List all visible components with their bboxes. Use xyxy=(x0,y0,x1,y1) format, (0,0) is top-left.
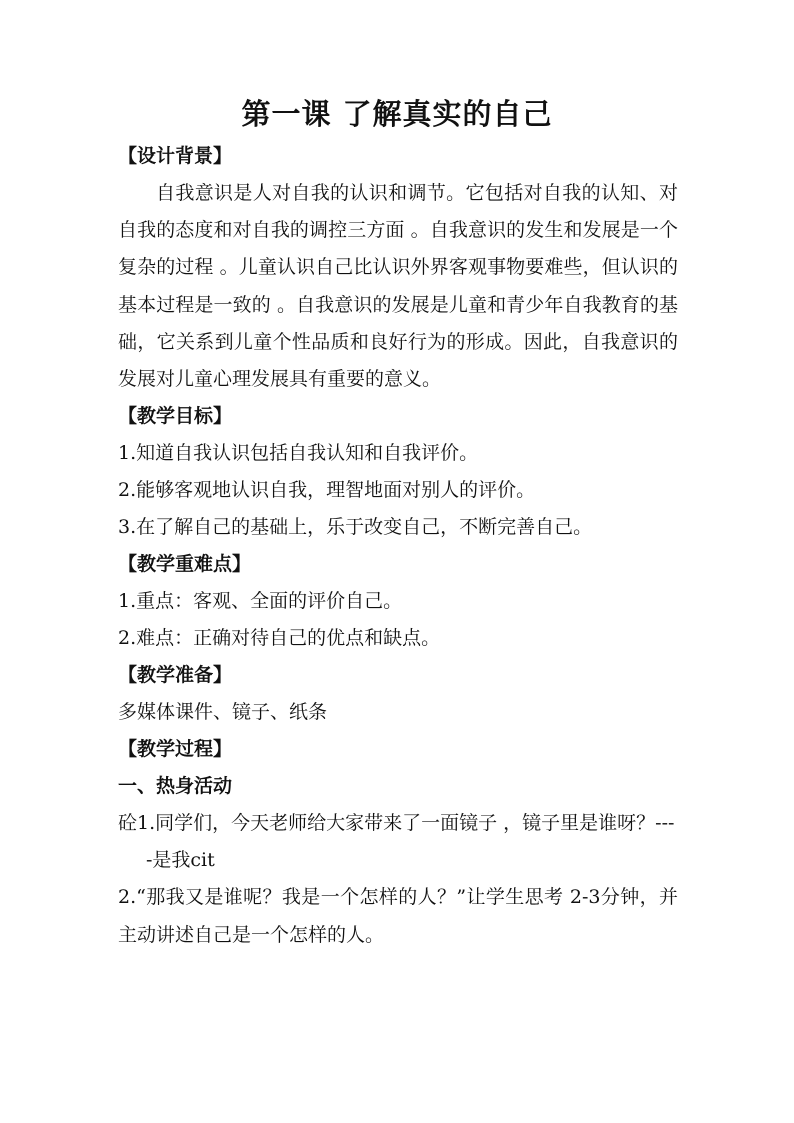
preparation-text: 多媒体课件、镜子、纸条 xyxy=(118,701,328,724)
heading-preparation: 【教学准备】 xyxy=(118,664,233,687)
objective-item-1: 1.知道自我认识包括自我认知和自我评价。 xyxy=(118,442,479,465)
heading-process: 【教学过程】 xyxy=(118,738,233,761)
key-point-item-2: 2.难点：正确对待自己的优点和缺点。 xyxy=(118,627,441,650)
background-paragraph: 自我意识是人对自我的认识和调节。它包括对自我的认知、对自我的态度和对自我的调控三方面 。自我意识的发生和发展是一个复杂的过程 。儿童认识自己比认识外界客观事物要难些，但认识的基本过程是一致的 。自我意识的发展是儿童和青少年自我教育的基础，它关系到儿童个性品质和良好行为的形成。因此，自我意识的发展对儿童心理发展具有重要的意义。 xyxy=(118,182,678,391)
process-item-2: 2.“那我又是谁呢？我是一个怎样的人？”让学生思考 2-3分钟，并主动讲述自己是一个怎样的人。 xyxy=(118,886,678,946)
heading-objectives: 【教学目标】 xyxy=(118,405,233,428)
process-subheading-warmup: 一、热身活动 xyxy=(118,775,233,798)
key-point-item-1: 1.重点：客观、全面的评价自己。 xyxy=(118,590,403,613)
lesson-title: 第一课 了解真实的自己 xyxy=(241,97,553,131)
heading-background: 【设计背景】 xyxy=(118,145,233,167)
heading-key-points: 【教学重难点】 xyxy=(118,553,252,576)
objective-item-3: 3.在了解自己的基础上，乐于改变自己，不断完善自己。 xyxy=(118,516,593,539)
process-item-1: 砼1.同学们，今天老师给大家带来了一面镜子 ，镜子里是谁呀？----是我cit xyxy=(118,812,675,872)
lesson-content xyxy=(118,138,678,954)
objective-item-2: 2.能够客观地认识自我，理智地面对别人的评价。 xyxy=(118,479,536,502)
